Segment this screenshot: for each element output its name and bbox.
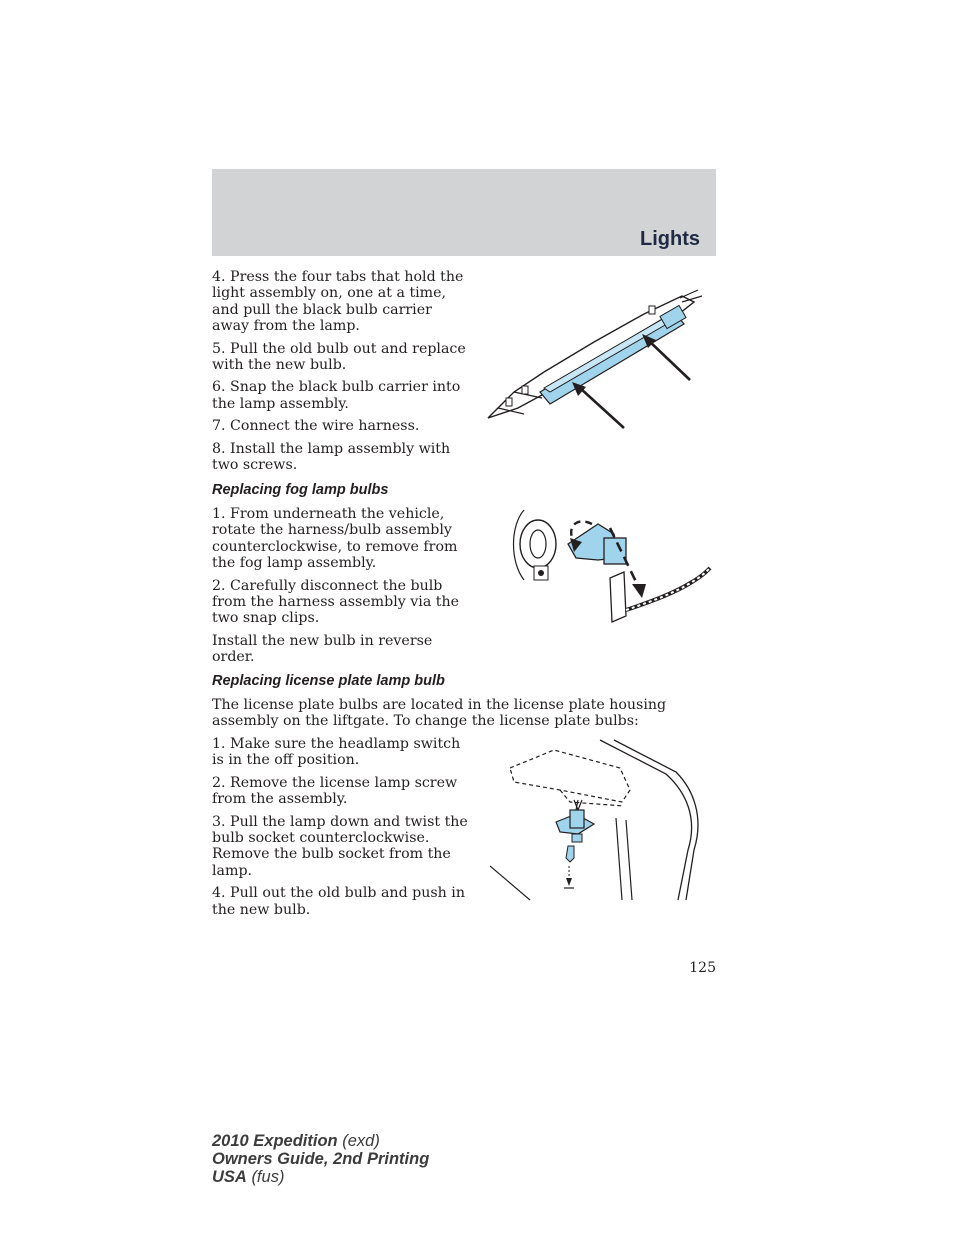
license-steps-list [212,736,474,924]
step-item: 8. Install the lamp assembly with two screws. [212,440,451,474]
footer-market: USA [212,1168,247,1186]
license-heading: Replacing license plate lamp bulb [212,673,445,689]
step-item: Install the new bulb in reverse order. [212,632,433,666]
section-title: Lights [640,228,700,250]
step-item: 4. Press the four tabs that hold the light assembly on, one at a time, and pull the black bulb carrier away from the lamp. [212,269,464,335]
step-item: 2. Carefully disconnect the bulb from the harness assembly via the two snap clips. [212,577,460,627]
fog-steps-list [212,506,462,672]
footer [212,1132,429,1186]
step-item: 5. Pull the old bulb out and replace with the new bulb. [212,340,466,374]
license-intro [212,697,716,736]
step-item: 7. Connect the wire harness. [212,418,420,435]
step-item: 3. Pull the lamp down and twist the bulb socket counterclockwise. Remove the bulb socket from the lamp. [212,813,468,879]
footer-printing: Owners Guide, 2nd Printing [212,1150,430,1168]
footer-model-code: (exd) [342,1132,380,1150]
step-item: 4. Pull out the old bulb and push in the new bulb. [212,885,465,918]
page-number: 125 [689,960,716,976]
license-intro-text: The license plate bulbs are located in the license plate housing assembly on the liftgate. To change the license plate bulbs: [212,697,667,730]
step-item: 1. Make sure the headlamp switch is in the off position. [212,736,461,769]
step-item: 6. Snap the black bulb carrier into the lamp assembly. [212,379,461,412]
fog-lamp-figure [506,502,716,628]
footer-line-2 [212,1150,429,1168]
license-lamp-figure [490,738,716,902]
step-item: 1. From underneath the vehicle, rotate the harness/bulb assembly counterclockwise, to remove from the fog lamp assembly. [212,506,458,572]
footer-model: 2010 Expedition [212,1132,338,1150]
fog-heading: Replacing fog lamp bulbs [212,482,389,498]
section-header-band [212,169,716,256]
steps-top-list [212,269,472,479]
step-item: 2. Remove the license lamp screw from the assembly. [212,774,458,808]
footer-market-code: (fus) [251,1168,285,1186]
footer-line-1 [212,1132,429,1150]
lamp-assembly-figure [484,280,716,430]
footer-line-3 [212,1168,429,1186]
